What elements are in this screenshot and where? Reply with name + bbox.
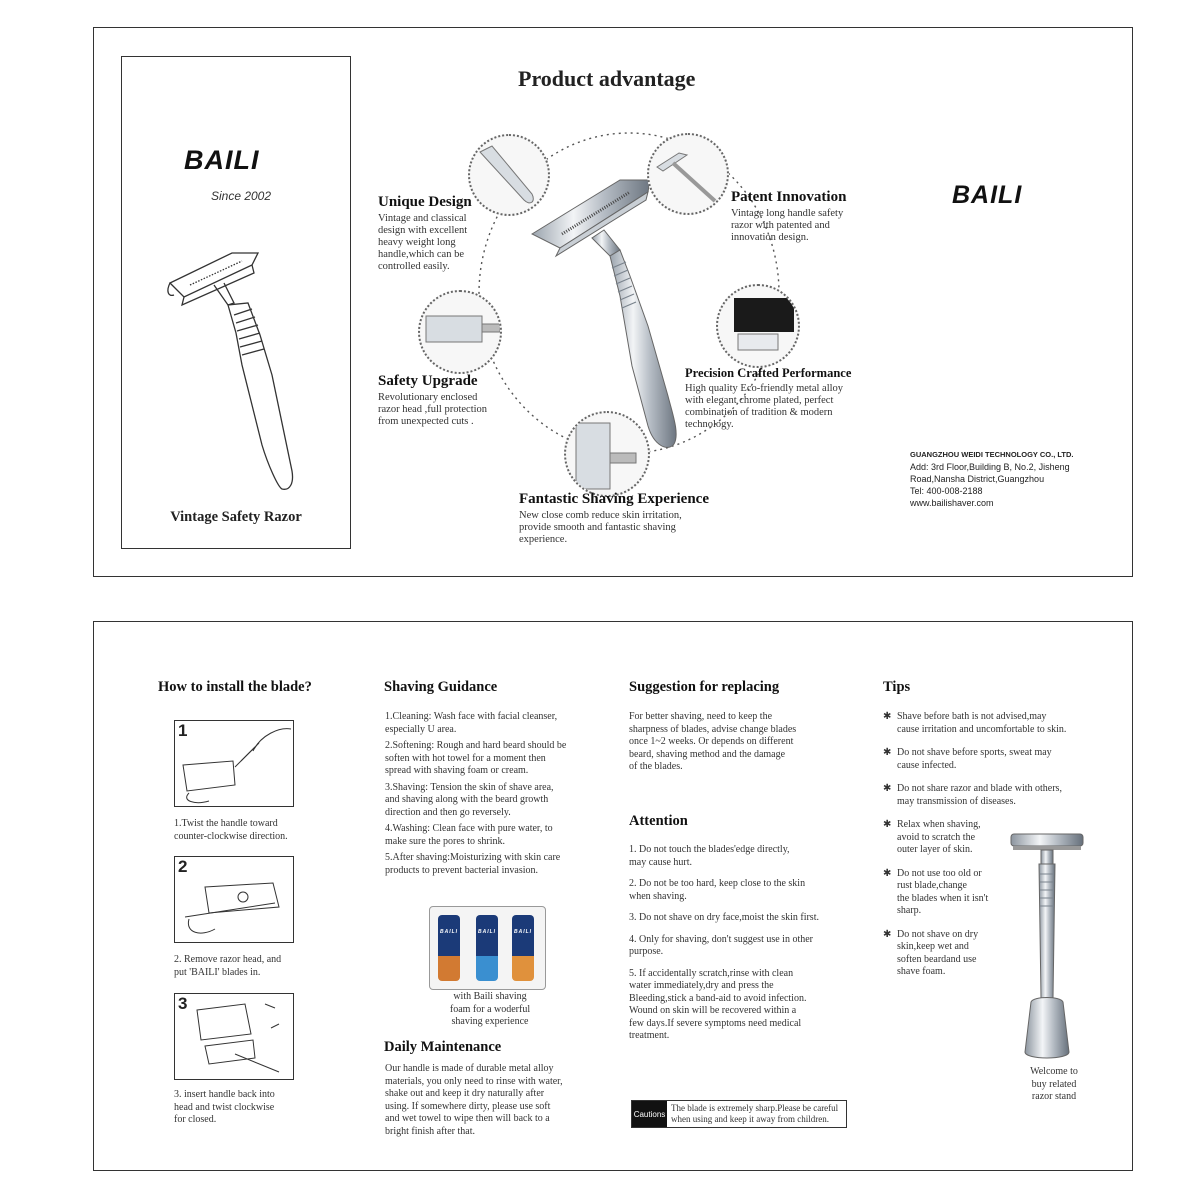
guidance-title: Shaving Guidance bbox=[384, 679, 498, 695]
patent-razor-circle bbox=[647, 133, 729, 215]
feature-title: Fantastic Shaving Experience bbox=[519, 491, 709, 507]
step-1-illustration bbox=[175, 721, 293, 806]
attention-item: 2. Do not be too hard, keep close to the skin when shaving. bbox=[629, 878, 806, 902]
foam-can-logo: BAILI bbox=[439, 929, 459, 935]
top-panel bbox=[93, 27, 1133, 577]
tip-text: Relax when shaving, avoid to scratch the outer layer of skin. bbox=[897, 819, 981, 855]
install-step-1-text: 1.Twist the handle toward counter-clockwise direction. bbox=[174, 818, 288, 842]
close-comb-circle bbox=[564, 411, 650, 497]
attention-list bbox=[629, 844, 859, 1043]
product-name: Vintage Safety Razor bbox=[170, 509, 302, 525]
feature-safety-upgrade bbox=[378, 373, 518, 428]
caution-box bbox=[631, 1100, 847, 1128]
feature-desc: Vintage long handle safety razor with patented and innovation design. bbox=[731, 208, 844, 243]
feature-precision-crafted bbox=[685, 366, 885, 431]
install-step-3-box bbox=[174, 993, 294, 1080]
guidance-item: 3.Shaving: Tension the skin of shave area, and shaving along with the beard growth direction and then go reversely. bbox=[385, 781, 554, 818]
foam-can bbox=[476, 915, 498, 981]
tip-text: Do not use too old or rust blade,change the blades when it isn't sharp. bbox=[897, 867, 989, 916]
replacing-title: Suggestion for replacing bbox=[629, 679, 780, 695]
guidance-item: 4.Washing: Clean face with pure water, to make sure the pores to shrink. bbox=[385, 823, 553, 847]
feature-title: Unique Design bbox=[378, 194, 472, 210]
feature-unique-design bbox=[378, 194, 508, 273]
foam-image bbox=[429, 906, 546, 990]
replacing-text: For better shaving, need to keep the sharpness of blades, advise change blades once 1~2 weeks. Or depends on different beard, shaving method and the damage of the blades. bbox=[629, 711, 797, 772]
step-number: 1 bbox=[178, 721, 188, 740]
guidance-item: 1.Cleaning: Wash face with facial cleanser, especially U area. bbox=[385, 711, 558, 735]
install-step-2-text: 2. Remove razor head, and put 'BAILI' blades in. bbox=[174, 954, 282, 978]
guidance-item: 5.After shaving:Moisturizing with skin care products to prevent bacterial invasion. bbox=[385, 852, 561, 876]
maintenance-text: Our handle is made of durable metal alloy materials, you only need to rinse with water, shake out and keep it dry naturally after using. If somewhere dirty, please use soft and wet towel to wipe then will back to a bright finish after that. bbox=[385, 1063, 563, 1137]
asterisk-icon: ✱ bbox=[883, 819, 892, 830]
feature-fantastic-shaving bbox=[519, 491, 739, 546]
bottom-panel bbox=[93, 621, 1133, 1171]
cover-box bbox=[121, 56, 351, 549]
guidance-item: 2.Softening: Rough and hard beard should be soften with hot towel for a moment then spread with shaving foam or cream. bbox=[385, 740, 567, 776]
attention-title: Attention bbox=[629, 813, 688, 829]
feature-title: Patent Innovation bbox=[731, 189, 847, 205]
step-number: 2 bbox=[178, 857, 188, 876]
razor-head-circle bbox=[418, 290, 502, 374]
foam-can bbox=[438, 915, 460, 981]
razor-stand-image bbox=[1007, 828, 1097, 1064]
foam-can bbox=[512, 915, 534, 981]
maintenance-title: Daily Maintenance bbox=[384, 1039, 502, 1055]
razor-line-drawing bbox=[162, 225, 312, 495]
step-2-illustration bbox=[175, 857, 293, 942]
tip-text: Shave before bath is not advised,may cause irritation and uncomfortable to skin. bbox=[897, 711, 1067, 735]
tips-title: Tips bbox=[883, 679, 911, 695]
feature-desc: High quality Eco-friendly metal alloy with elegant chrome plated, perfect combination of tradition & modern technology. bbox=[685, 383, 844, 430]
company-web: www.bailishaver.com bbox=[910, 498, 994, 508]
since-text: Since 2002 bbox=[210, 189, 272, 203]
feature-desc: New close comb reduce skin irritation, provide smooth and fantastic shaving experience. bbox=[519, 510, 682, 545]
brand-logo-right: BAILI bbox=[952, 181, 1023, 209]
install-step-1-box bbox=[174, 720, 294, 807]
company-name: GUANGZHOU WEIDI TECHNOLOGY CO., LTD. bbox=[910, 450, 1074, 459]
asterisk-icon: ✱ bbox=[883, 747, 892, 758]
brand-logo: BAILI bbox=[184, 145, 260, 175]
feature-desc: Revolutionary enclosed razor head ,full protection from unexpected cuts . bbox=[378, 392, 488, 427]
attention-item: 3. Do not shave on dry face,moist the skin first. bbox=[629, 912, 819, 923]
advantage-title: Product advantage bbox=[518, 66, 696, 91]
step-3-illustration bbox=[175, 994, 293, 1079]
guidance-list bbox=[385, 711, 600, 877]
foam-can-logo: BAILI bbox=[513, 929, 533, 935]
attention-item: 5. If accidentally scratch,rinse with clean water immediately,dry and press the Bleeding,stick a band-aid to avoid infection. Wound on skin will be recovered within a few days.If severe symptoms need medical treatment. bbox=[629, 967, 807, 1041]
caution-label: Cautions bbox=[632, 1101, 667, 1127]
step-number: 3 bbox=[178, 994, 188, 1013]
install-step-2-box bbox=[174, 856, 294, 943]
blade-box-circle bbox=[716, 284, 800, 368]
foam-caption: with Baili shaving foam for a woderful shaving experience bbox=[449, 991, 531, 1027]
tip-text: Do not share razor and blade with others, may transmission of diseases. bbox=[897, 783, 1062, 807]
foam-can-logo: BAILI bbox=[477, 929, 497, 935]
attention-item: 4. Only for shaving, don't suggest use in other purpose. bbox=[629, 933, 814, 957]
tip-text: Do not shave before sports, sweat may cause infected. bbox=[897, 747, 1052, 771]
asterisk-icon: ✱ bbox=[883, 928, 892, 940]
tip-item bbox=[883, 747, 1093, 772]
since-line bbox=[186, 187, 296, 205]
install-title: How to install the blade? bbox=[158, 679, 312, 695]
tip-item bbox=[883, 783, 1093, 808]
feature-title: Precision Crafted Performance bbox=[685, 366, 852, 380]
install-step-3-text: 3. insert handle back into head and twist clockwise for closed. bbox=[174, 1089, 275, 1125]
company-address: Add: 3rd Floor,Building B, No.2, Jisheng Road,Nansha District,Guangzhou bbox=[910, 462, 1070, 484]
tip-item bbox=[883, 711, 1093, 736]
asterisk-icon: ✱ bbox=[883, 783, 892, 794]
asterisk-icon: ✱ bbox=[883, 711, 892, 722]
company-info bbox=[910, 449, 1110, 509]
asterisk-icon: ✱ bbox=[883, 867, 892, 879]
feature-title: Safety Upgrade bbox=[378, 373, 478, 389]
feature-patent-innovation bbox=[731, 189, 881, 244]
stand-caption: Welcome to buy related razor stand bbox=[1030, 1066, 1078, 1102]
company-tel: Tel: 400-008-2188 bbox=[910, 486, 983, 496]
tip-text: Do not shave on dry skin,keep wet and soften beardand use shave foam. bbox=[897, 928, 979, 977]
caution-text: The blade is extremely sharp.Please be careful when using and keep it away from children. bbox=[671, 1103, 839, 1124]
attention-item: 1. Do not touch the blades'edge directly, may cause hurt. bbox=[629, 844, 790, 868]
feature-desc: Vintage and classical design with excellent heavy weight long handle,which can be controlled easily. bbox=[378, 213, 468, 272]
